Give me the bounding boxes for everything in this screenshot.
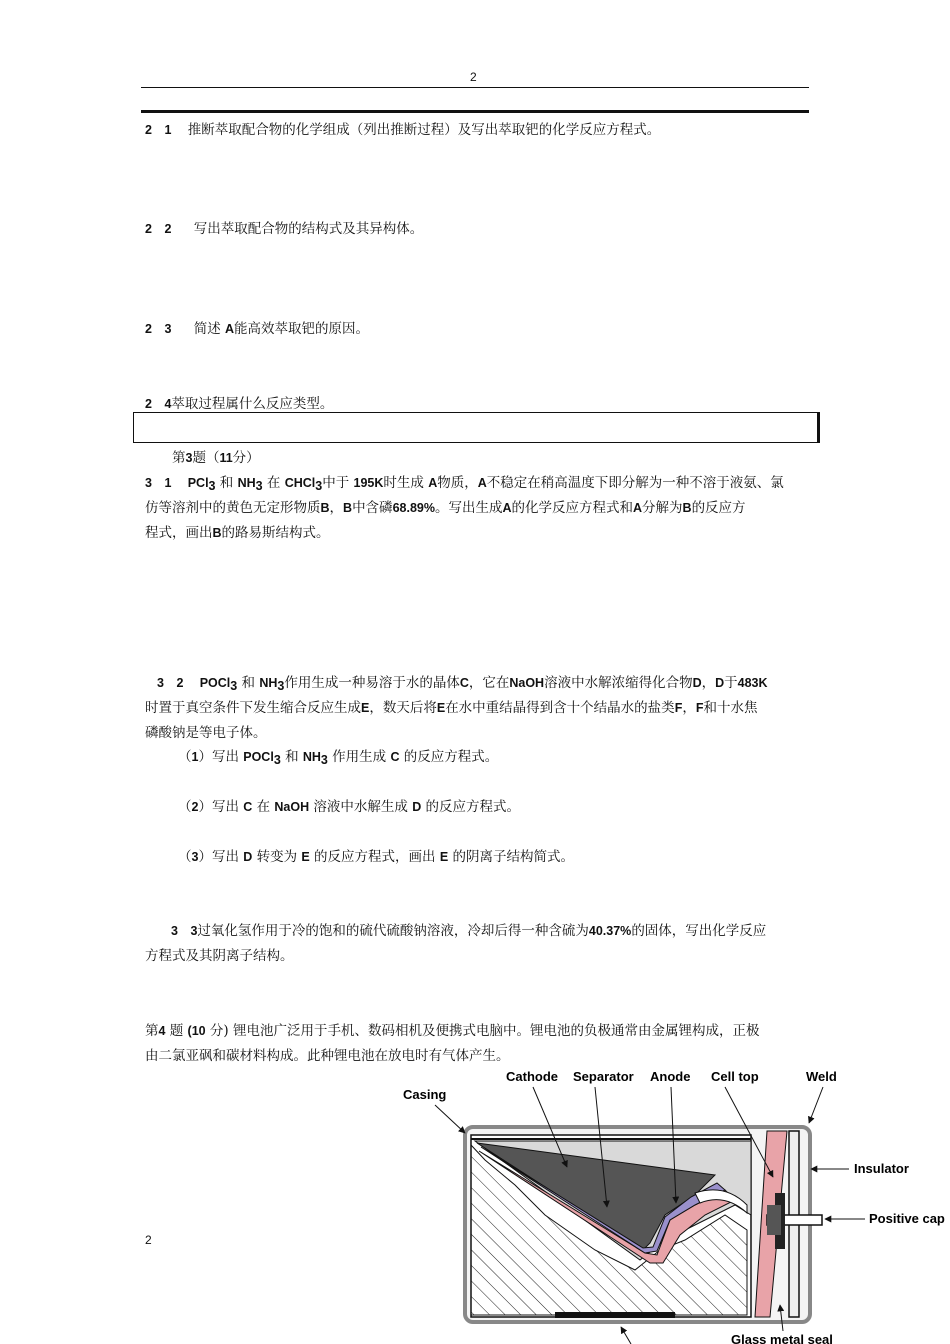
q3-2-f2: F <box>695 701 704 715</box>
q3-2-s1-c: 作用生成 <box>332 749 387 765</box>
q3-3-pct: 40.37% <box>588 924 632 938</box>
q3-1-line-1 <box>145 471 815 496</box>
q3-1-chcl: CHCl <box>284 476 316 490</box>
q2-3-num: 2 3 <box>145 322 172 336</box>
label-anode: Anode <box>650 1069 691 1084</box>
q3-1-l2-d: 的化学反应方程式和 <box>511 500 633 516</box>
label-weld: Weld <box>806 1069 837 1084</box>
q3-1-temp: 195K <box>353 476 384 490</box>
q3-1-l2-f: 的反应方 <box>691 500 746 516</box>
q4-header-pts: (10 <box>187 1024 206 1038</box>
q2-1-num: 2 1 <box>145 123 172 137</box>
header-rule-thick <box>141 110 809 113</box>
q2-part-2 <box>145 217 423 242</box>
q3-3-line-2 <box>145 944 815 969</box>
q3-2-s1-n: 1 <box>191 750 199 764</box>
q3-part-3 <box>145 919 815 969</box>
q4-header-c: 分) <box>209 1023 229 1039</box>
label-separator: Separator <box>573 1069 634 1084</box>
q3-2-s3-ee1: E <box>301 850 310 864</box>
q3-2-line-3 <box>145 721 815 746</box>
q3-2-s3-b: ）写出 <box>198 849 239 865</box>
q3-2-naoh1: NaOH <box>509 676 545 690</box>
q2-part-3 <box>145 317 369 342</box>
q2-2-num: 2 2 <box>145 222 172 236</box>
q3-2-e1: E <box>361 701 370 715</box>
q3-3-l1-a: 过氧化氢作用于冷的饱和的硫代硫酸钠溶液，冷却后得一种含硫为 <box>197 923 589 939</box>
q2-4-text: 萃取过程属什么反应类型。 <box>171 396 334 412</box>
q4-l2: 由二氯亚砜和碳材料构成。此种锂电池在放电时有气体产生。 <box>145 1048 510 1064</box>
q3-2-line-2 <box>145 696 815 721</box>
q3-2-he: 和 <box>241 675 256 691</box>
q3-2-s2-naoh: NaOH <box>274 800 310 814</box>
q2-3-text-b: 能高效萃取钯的原因。 <box>234 321 370 337</box>
q4-header-b: 题 <box>169 1023 184 1039</box>
q3-2-s3-d: 的反应方程式，画出 <box>314 849 436 865</box>
q3-2-num: 3 2 <box>157 676 184 690</box>
q3-3-line-1 <box>145 919 815 944</box>
q3-1-sheng: 时生成 <box>383 475 424 491</box>
q3-1-l3-b: 的路易斯结构式。 <box>221 525 330 541</box>
q3-2-l2-a: 时置于真空条件下发生缩合反应生成 <box>145 700 361 716</box>
q3-1-pcl: PCl <box>187 476 209 490</box>
answer-box <box>133 412 820 443</box>
q3-2-s2-n: 2 <box>191 800 199 814</box>
q3-1-pct: 68.89% <box>392 501 435 515</box>
q3-1-l2-c: 。写出生成 <box>434 500 503 516</box>
q3-2-l1-d: ， <box>701 675 716 691</box>
q3-2-sub-2 <box>178 795 520 820</box>
q3-header <box>172 446 260 471</box>
q3-2-s2-b: ）写出 <box>198 799 239 815</box>
q3-2-s1-pocl: POCl <box>243 750 274 764</box>
q3-1-chcl-sub: 3 <box>315 479 323 493</box>
q3-1-line-3 <box>145 521 815 546</box>
q3-2-l1-e: 于 <box>724 675 738 691</box>
q3-2-sub-3 <box>178 845 574 870</box>
q3-2-s2-cc: C <box>243 800 253 814</box>
q4-text <box>145 1019 815 1069</box>
q3-1-zhong: 中于 <box>322 475 350 491</box>
q3-1-b2: B <box>343 501 353 515</box>
q3-1-he: 和 <box>219 475 234 491</box>
q3-1-a3: A <box>502 501 512 515</box>
q3-part-2 <box>145 671 815 746</box>
q3-2-s2-d: 溶液中水解生成 <box>313 799 408 815</box>
q3-header-b: 题（ <box>192 450 220 466</box>
q3-2-l2-b: ，数天后将 <box>369 700 437 716</box>
q3-2-l2-c: 在水中重结晶得到含十个结晶水的盐类 <box>445 700 675 716</box>
label-insulator: Insulator <box>854 1161 909 1176</box>
q3-2-s3-e: 的阴离子结构简式。 <box>452 849 574 865</box>
q3-header-c: 分） <box>232 450 260 466</box>
q3-2-s1-he: 和 <box>285 749 299 765</box>
q3-3-num: 3 3 <box>171 924 198 938</box>
q3-2-l1-b: ，它在 <box>468 675 510 691</box>
q3-1-wuzhi: 物质， <box>437 475 478 491</box>
q3-2-s2-c: 在 <box>256 799 271 815</box>
q3-2-l1-c: 溶液中水解浓缩得化合物 <box>544 675 693 691</box>
q3-2-s1-nh: NH <box>302 750 321 764</box>
q3-2-l1-a: 作用生成一种易溶于水的晶体 <box>284 675 460 691</box>
q3-2-s1-nh-sub: 3 <box>320 753 328 767</box>
q3-2-s1-d: 的反应方程式。 <box>403 749 499 765</box>
q2-3-text-a: 简述 <box>193 321 221 337</box>
label-glass-metal-seal: Glass metal seal <box>731 1332 833 1344</box>
q3-1-l2-b: 中含磷 <box>352 500 393 516</box>
q3-2-s3-c: 转变为 <box>256 849 298 865</box>
q3-2-f1: F <box>674 701 683 715</box>
q3-2-s1-a: （ <box>178 749 192 765</box>
q4-line-1 <box>145 1019 815 1044</box>
q3-2-s2-e: 的反应方程式。 <box>425 799 521 815</box>
q4-header-num: 4 <box>158 1024 166 1038</box>
q3-1-line-2: 仿等溶剂中的黄色无定形物质B，B中含磷68.89%。写出生成A的化学反应方程式和A分解为B的反应方 <box>145 500 746 516</box>
q3-1-l1-rest: 不稳定在稍高温度下即分解为一种不溶于液氨、氯 <box>486 475 784 491</box>
page-number-top: 2 <box>470 70 477 84</box>
q2-1-text: 推断萃取配合物的化学组成（列出推断过程）及写出萃取钯的化学反应方程式。 <box>187 122 661 138</box>
q3-2-pocl: POCl <box>199 676 231 690</box>
q3-1-zai: 在 <box>266 475 281 491</box>
q3-1-l3-a: 程式，画出 <box>145 525 213 541</box>
q3-2-pocl-sub: 3 <box>230 679 238 693</box>
q3-1-nh: NH <box>237 476 256 490</box>
label-positive-cap: Positive cap <box>869 1211 945 1226</box>
q3-header-num: 3 <box>185 451 193 465</box>
q4-l1: 锂电池广泛用于手机、数码相机及便携式电脑中。锂电池的负极通常由金属锂构成，正极 <box>233 1023 760 1039</box>
q2-4-num: 2 4 <box>145 397 172 411</box>
q2-2-text: 写出萃取配合物的结构式及其异构体。 <box>193 221 424 237</box>
q3-header-a: 第 <box>172 450 186 466</box>
page-number-bottom: 2 <box>145 1233 152 1247</box>
q3-3-l2: 方程式及其阴离子结构。 <box>145 948 294 964</box>
q3-2-l2-e: 和十水焦 <box>703 700 758 716</box>
q3-1-l2-a: 仿等溶剂中的黄色无定形物质 <box>145 500 321 516</box>
q3-2-d2: D <box>715 676 725 690</box>
q3-2-c1: C <box>459 676 469 690</box>
q3-2-s3-dd: D <box>243 850 253 864</box>
q3-2-l2-d: ， <box>682 700 696 716</box>
q3-1-num: 3 1 <box>145 476 172 490</box>
q3-1-l2-e: 分解为 <box>642 500 683 516</box>
q3-2-d1: D <box>692 676 702 690</box>
q3-part-1 <box>145 471 815 546</box>
q2-part-1 <box>145 118 660 143</box>
q3-1-b1: B <box>320 501 330 515</box>
q3-2-sub-1 <box>178 745 498 770</box>
q3-2-line-1 <box>145 671 815 696</box>
q2-3-a: A <box>225 322 235 336</box>
label-cathode: Cathode <box>506 1069 558 1084</box>
q3-2-s1-cc: C <box>390 750 400 764</box>
q3-2-s3-n: 3 <box>191 850 199 864</box>
q3-2-temp: 483K <box>737 676 768 690</box>
q3-2-l3: 磷酸钠是等电子体。 <box>145 725 267 741</box>
q4-header-a: 第 <box>145 1023 159 1039</box>
header-rule <box>141 87 809 88</box>
q3-2-e2: E <box>436 701 446 715</box>
label-cell-top: Cell top <box>711 1069 759 1084</box>
q3-1-b4: B <box>212 526 222 540</box>
q3-1-nh-sub: 3 <box>255 479 263 493</box>
q3-2-s1-pocl-sub: 3 <box>273 753 281 767</box>
label-casing: Casing <box>403 1087 447 1102</box>
q3-1-a1: A <box>428 476 438 490</box>
q3-2-s2-dd: D <box>412 800 422 814</box>
q3-2-s3-ee2: E <box>439 850 449 864</box>
q3-1-a2: A <box>477 476 487 490</box>
q3-2-s2-a: （ <box>178 799 192 815</box>
q3-2-nh-sub: 3 <box>277 679 285 693</box>
q3-header-pts: 11 <box>219 451 233 465</box>
q3-1-a4: A <box>633 501 643 515</box>
q3-1-b3: B <box>682 501 692 515</box>
q3-1-pcl-sub: 3 <box>208 479 216 493</box>
q3-2-s1-b: ）写出 <box>198 749 239 765</box>
q3-3-l1-b: 的固体，写出化学反应 <box>631 923 767 939</box>
q3-2-s3-a: （ <box>178 849 192 865</box>
q3-2-nh: NH <box>259 676 278 690</box>
battery-diagram <box>395 1065 950 1344</box>
